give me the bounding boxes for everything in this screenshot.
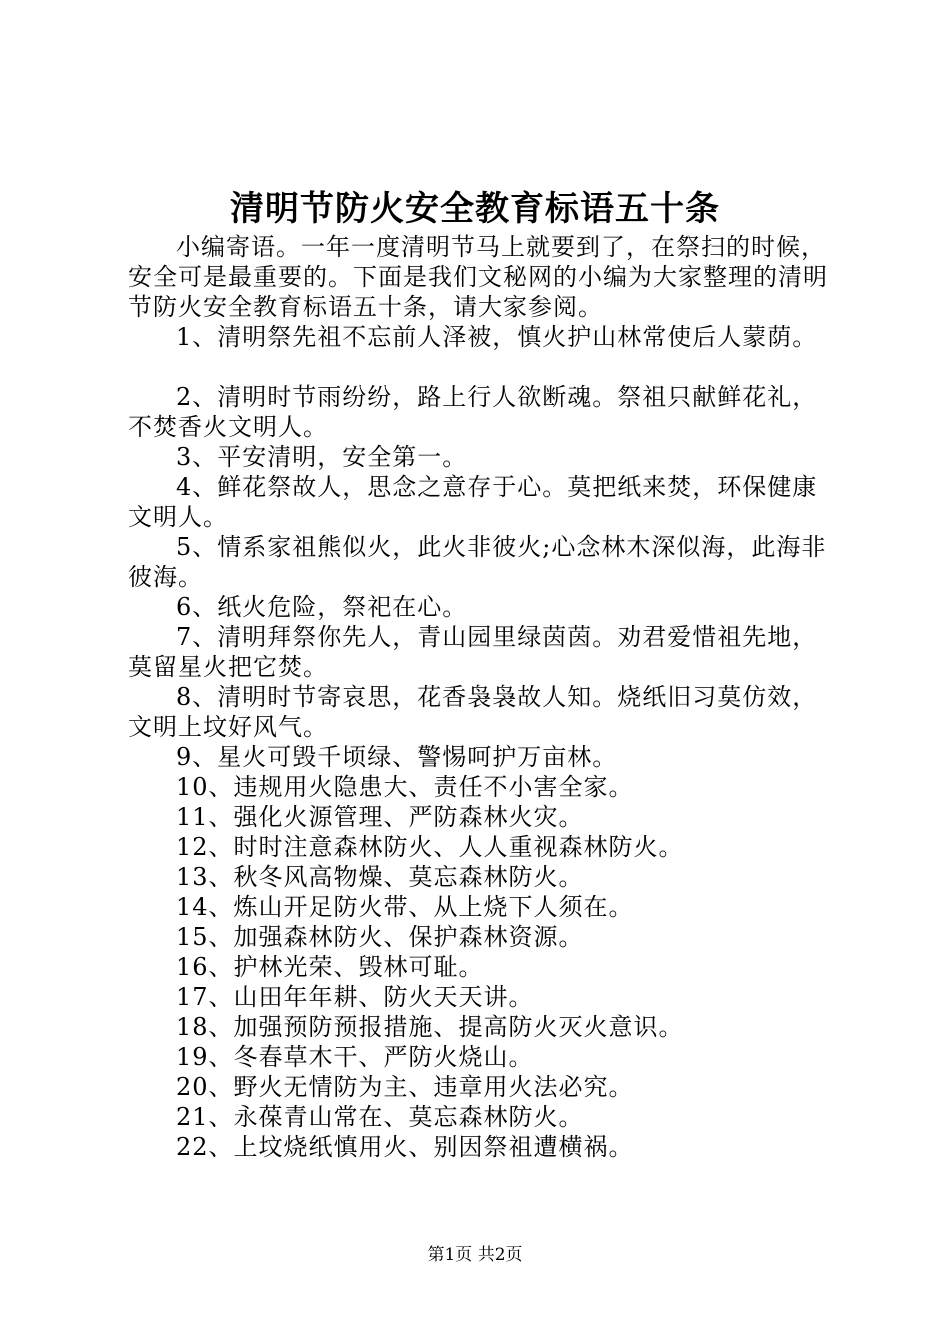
slogan-item: 3、平安清明，安全第一。: [176, 443, 468, 471]
slogan-item: 7、清明拜祭你先人，青山园里绿茵茵。劝君爱惜祖先地，莫留星火把它焚。: [128, 623, 818, 681]
slogan-item: 15、加强森林防火、保护森林资源。: [176, 923, 584, 951]
slogan-item: 10、违规用火隐患大、责任不小害全家。: [176, 773, 634, 801]
slogan-item: 4、鲜花祭故人，思念之意存于心。莫把纸来焚，环保健康文明人。: [128, 473, 818, 531]
slogan-item: 22、上坟烧纸慎用火、别因祭祖遭横祸。: [176, 1133, 634, 1161]
slogan-item: 18、加强预防预报措施、提高防火灭火意识。: [176, 1013, 684, 1041]
slogan-item: 11、强化火源管理、严防森林火灾。: [176, 803, 584, 831]
slogan-item: 6、纸火危险，祭祀在心。: [176, 593, 468, 621]
page-number-footer: 第1页 共2页: [427, 1245, 523, 1265]
slogan-item: 17、山田年年耕、防火天天讲。: [176, 983, 534, 1011]
slogan-item: 1、清明祭先祖不忘前人泽被，慎火护山林常使后人蒙荫。: [176, 323, 818, 351]
slogan-item: 12、时时注意森林防火、人人重视森林防火。: [176, 833, 684, 861]
slogan-item: 19、冬春草木干、严防火烧山。: [176, 1043, 534, 1071]
slogan-item: 9、星火可毁千顷绿、警惕呵护万亩林。: [176, 743, 618, 771]
slogan-item: 16、护林光荣、毁林可耻。: [176, 953, 484, 981]
slogan-item: 14、炼山开足防火带、从上烧下人须在。: [176, 893, 634, 921]
document-title: 清明节防火安全教育标语五十条: [230, 189, 720, 229]
document-body: [128, 232, 838, 1162]
slogan-item: 21、永葆青山常在、莫忘森林防火。: [176, 1103, 584, 1131]
slogan-item: 20、野火无情防为主、违章用火法必究。: [176, 1073, 634, 1101]
slogan-item: 13、秋冬风高物燥、莫忘森林防火。: [176, 863, 584, 891]
slogan-item: 2、清明时节雨纷纷，路上行人欲断魂。祭祖只献鲜花礼，不焚香火文明人。: [128, 383, 818, 441]
slogan-item: 8、清明时节寄哀思，花香袅袅故人知。烧纸旧习莫仿效，文明上坟好风气。: [128, 683, 818, 741]
intro-paragraph: 小编寄语。一年一度清明节马上就要到了，在祭扫的时候，安全可是最重要的。下面是我们文秘网的小编为大家整理的清明节防火安全教育标语五十条，请大家参阅。: [128, 233, 828, 321]
slogan-item: 5、情系家祖熊似火，此火非彼火;心念林木深似海，此海非彼海。: [128, 533, 827, 591]
